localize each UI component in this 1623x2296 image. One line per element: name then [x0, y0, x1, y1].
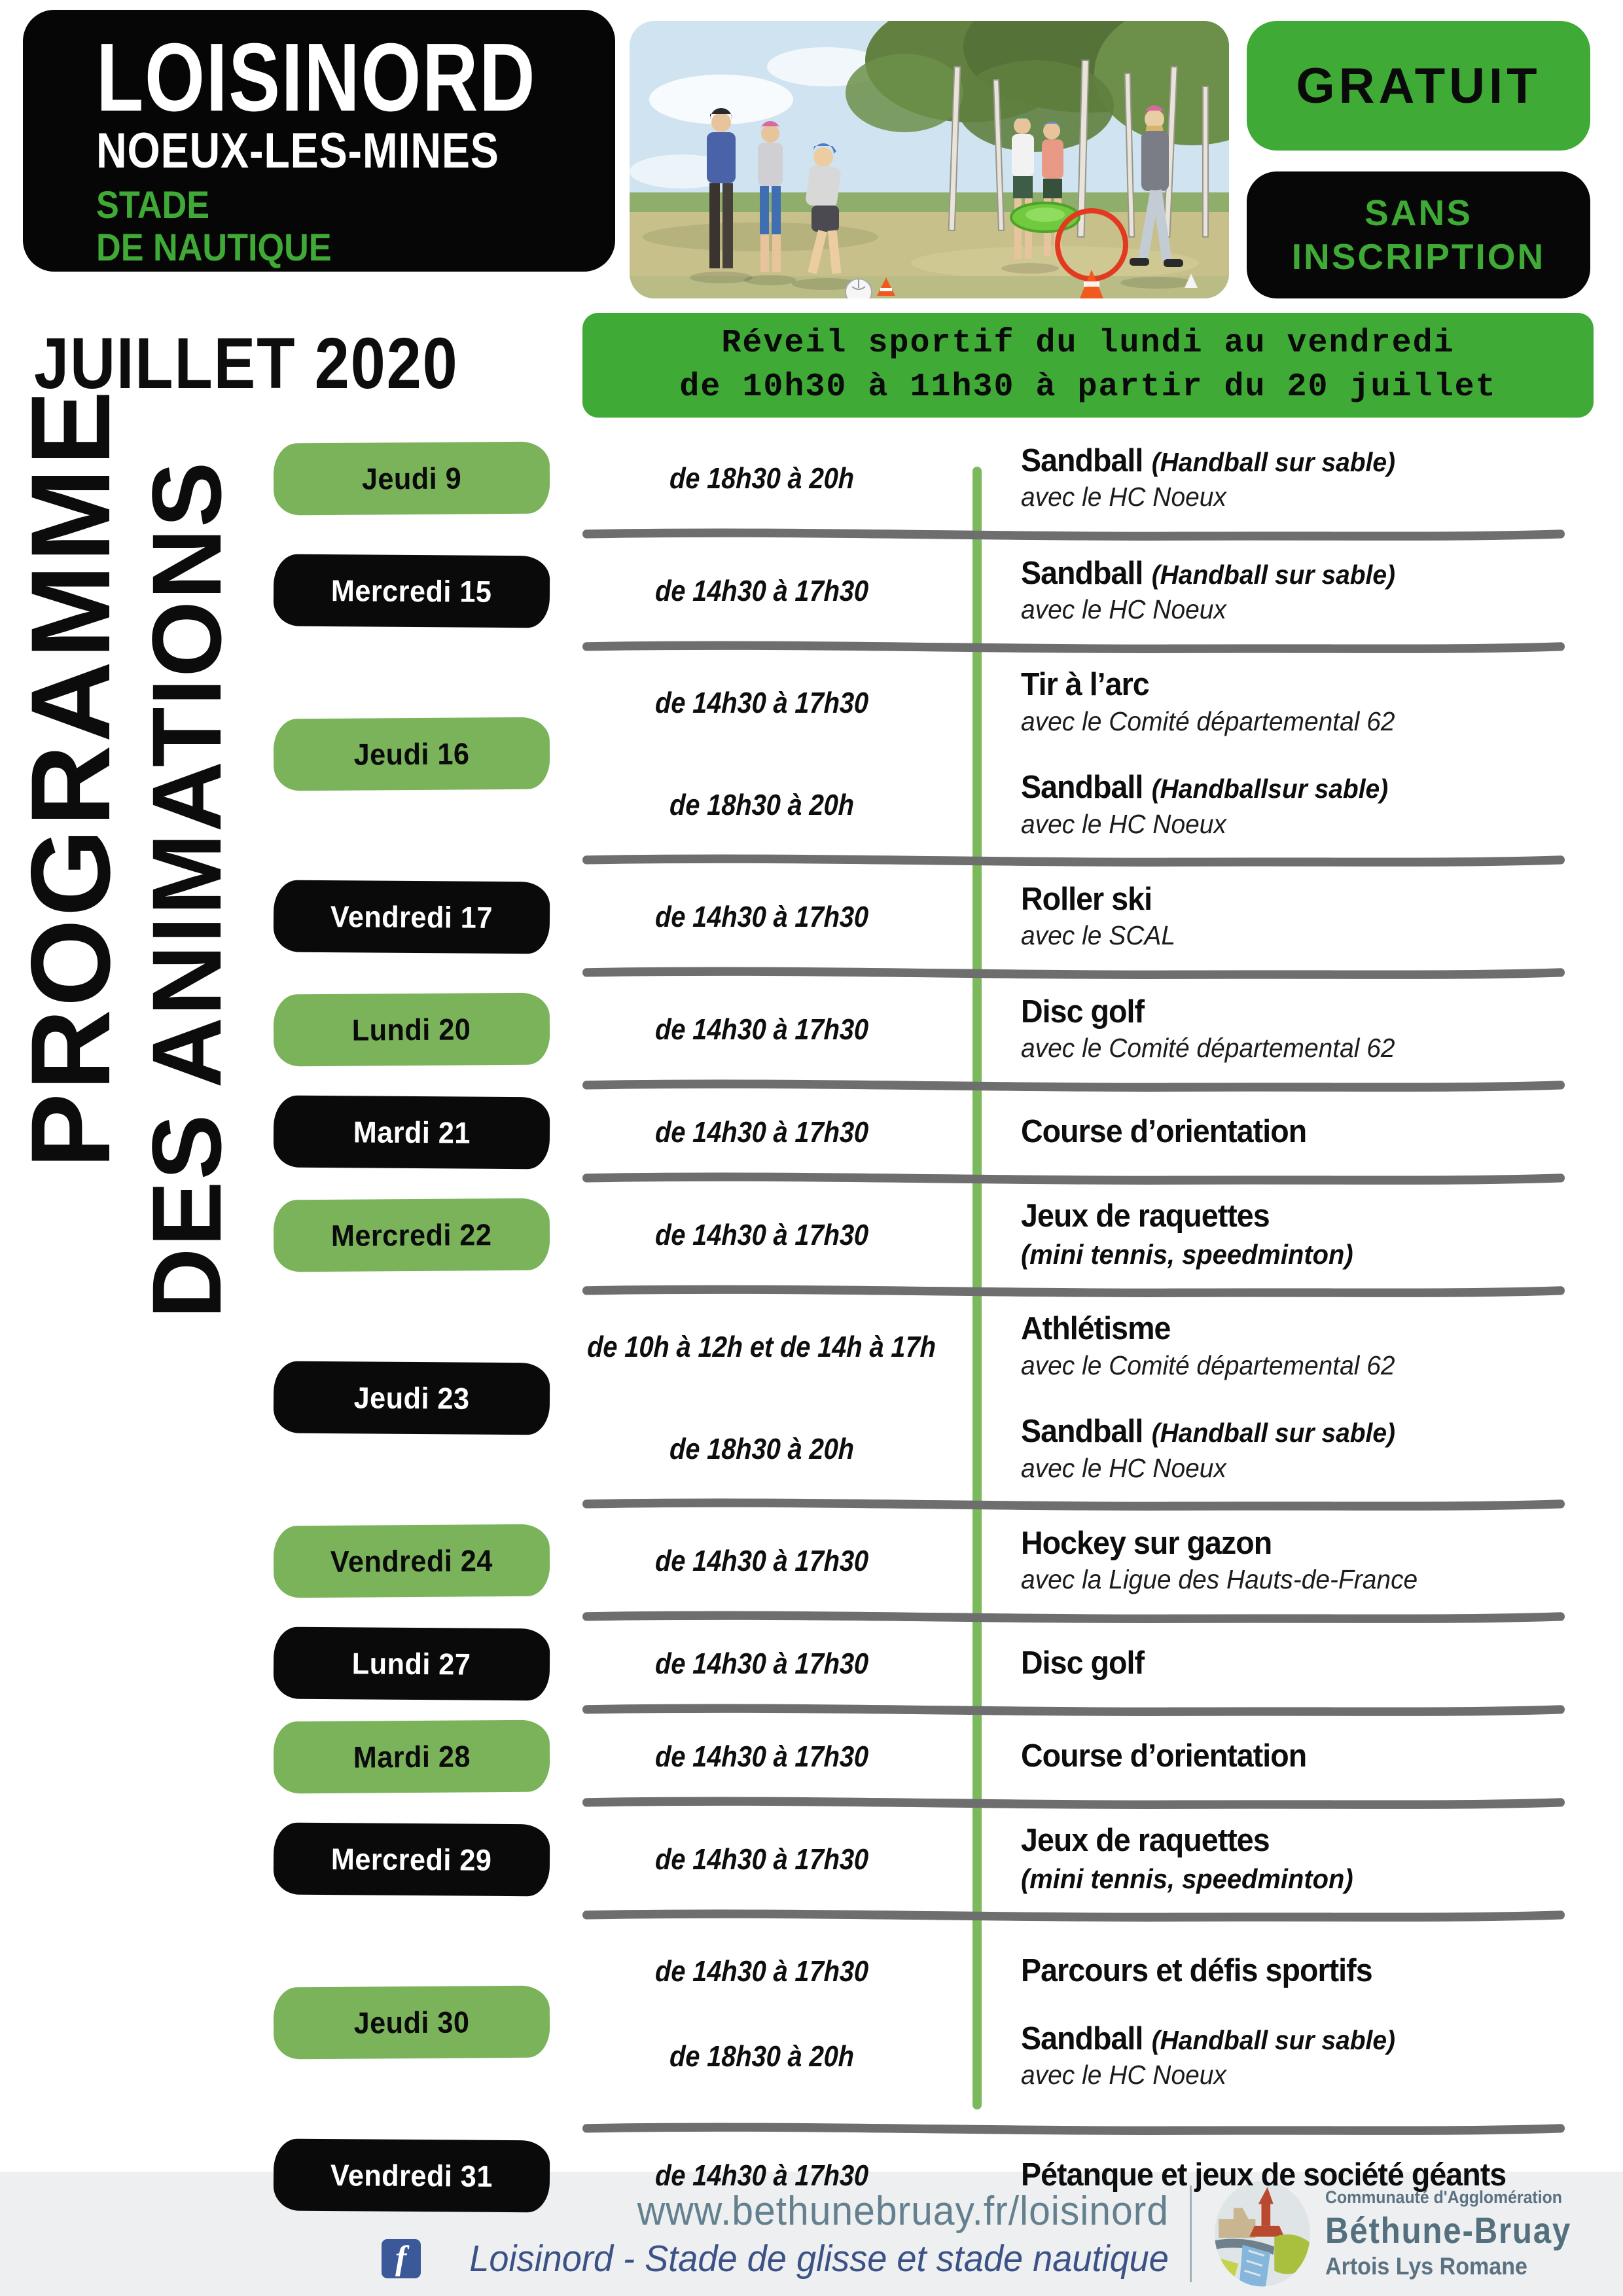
facebook-page-label: Loisinord - Stade de glisse et stade nautique — [469, 2237, 1169, 2280]
entry-time — [550, 574, 974, 608]
row-divider — [581, 967, 1566, 980]
date-label: Jeudi 23 — [353, 1380, 470, 1416]
activity-partner: avec le HC Noeux — [1021, 482, 1226, 512]
activity-title-line — [1021, 1954, 1372, 1988]
activity-title: Athlétisme — [1021, 1311, 1171, 1347]
date-label: Vendredi 24 — [330, 1543, 493, 1579]
entry-time — [550, 1115, 974, 1149]
row-divider — [581, 641, 1566, 654]
row-divider — [581, 1704, 1566, 1717]
schedule-row — [262, 1624, 1600, 1704]
photo-scene — [630, 21, 1229, 298]
entry-time-text: de 14h30 à 17h30 — [654, 685, 869, 719]
date-pill — [274, 1524, 550, 1598]
sidebar-label-programme: PROGRAMME — [8, 387, 134, 1168]
entry-time — [550, 1647, 974, 1681]
entry-time-text: de 14h30 à 17h30 — [654, 574, 869, 607]
entry-time — [550, 686, 974, 720]
sidebar-label-animations: DES ANIMATIONS — [132, 460, 241, 1319]
activity-title: Course d’orientation — [1021, 1738, 1307, 1774]
entry-list — [550, 1312, 1600, 1484]
date-label: Vendredi 31 — [330, 2158, 493, 2193]
activity-title: Course d’orientation — [1021, 1114, 1307, 1150]
schedule-row — [262, 1511, 1600, 1611]
entry-activity — [974, 557, 1415, 626]
schedule-row — [262, 1298, 1600, 1498]
activity-title-note: (Handball sur sable) — [1151, 559, 1395, 590]
date-pill — [274, 442, 550, 516]
date-label: Jeudi 30 — [353, 2005, 470, 2040]
entry-time-text: de 14h30 à 17h30 — [654, 1013, 869, 1046]
schedule-entry — [550, 2159, 1600, 2193]
row-divider — [581, 1909, 1566, 1922]
schedule-entry — [550, 1115, 1600, 1149]
entry-time — [550, 1013, 974, 1047]
activity-title: Disc golf — [1021, 1645, 1145, 1681]
entry-time-text: de 14h30 à 17h30 — [654, 1954, 869, 1988]
activity-partner: avec le HC Noeux — [1021, 1452, 1226, 1483]
venue-line2: DE NAUTIQUE — [96, 226, 332, 269]
schedule-entry — [550, 1647, 1600, 1681]
activity-title: Disc golf — [1021, 994, 1145, 1030]
schedule-entry — [550, 883, 1600, 952]
row-divider — [581, 1079, 1566, 1092]
date-label: Mardi 21 — [353, 1115, 471, 1150]
row-divider — [581, 854, 1566, 867]
entry-activity — [974, 883, 1183, 952]
activity-title-line — [1021, 668, 1395, 702]
entry-time-text: de 18h30 à 20h — [669, 461, 855, 495]
schedule-row — [262, 541, 1600, 641]
free-badge — [1247, 21, 1590, 151]
logo-line2: Béthune-Bruay — [1325, 2210, 1571, 2251]
entry-list — [550, 557, 1600, 626]
entry-list — [550, 1647, 1600, 1681]
date-label: Jeudi 9 — [361, 461, 462, 496]
schedule-entry — [550, 444, 1600, 513]
entry-activity — [974, 996, 1415, 1064]
activity-title-line — [1021, 1740, 1306, 1774]
schedule-entry — [550, 2022, 1600, 2091]
activity-partner: avec le Comité départemental 62 — [1021, 1350, 1395, 1380]
activity-title-line — [1021, 2159, 1506, 2193]
entry-time-text: de 14h30 à 17h30 — [654, 1740, 869, 1773]
activity-title-note: (Handballsur sable) — [1151, 774, 1389, 804]
banner-line1: Réveil sportif du lundi au vendredi — [721, 324, 1455, 362]
logo-line1: Communauté d'Agglomération — [1325, 2187, 1562, 2207]
schedule-entry — [550, 1824, 1600, 1895]
header-photo — [630, 21, 1229, 298]
entry-time — [550, 1218, 974, 1252]
schedule-entry — [550, 1527, 1600, 1596]
date-pill — [274, 554, 550, 628]
date-label: Mercredi 22 — [331, 1217, 492, 1253]
entry-time-text: de 18h30 à 20h — [669, 2039, 855, 2073]
activity-title-line — [1021, 1824, 1353, 1858]
schedule-row — [262, 867, 1600, 967]
date-pill — [274, 1096, 550, 1170]
entry-activity — [974, 771, 1408, 840]
activity-title-line — [1021, 1527, 1418, 1561]
date-label: Jeudi 16 — [353, 736, 470, 772]
schedule-row — [262, 2136, 1600, 2215]
entry-activity — [974, 2159, 1531, 2193]
entry-list — [550, 996, 1600, 1064]
row-divider — [581, 1797, 1566, 1810]
activity-title: Sandball — [1021, 2020, 1143, 2056]
activity-partner: avec le HC Noeux — [1021, 594, 1226, 625]
activity-title: Sandball — [1021, 770, 1143, 805]
activity-title-line — [1021, 2022, 1395, 2056]
activity-title-note: (Handball sur sable) — [1151, 1418, 1395, 1448]
activity-title-line — [1021, 1312, 1395, 1346]
website-link[interactable]: www.bethunebruay.fr/loisinord — [637, 2188, 1169, 2234]
schedule-row — [262, 1922, 1600, 2123]
info-banner — [582, 313, 1594, 418]
date-pill — [274, 1627, 550, 1701]
noreg-line2: INSCRIPTION — [1291, 236, 1546, 277]
activity-title: Pétanque et jeux de société géants — [1021, 2157, 1507, 2193]
date-pill — [274, 993, 550, 1067]
activity-title: Roller ski — [1021, 881, 1152, 917]
entry-time — [550, 900, 974, 934]
date-pill — [274, 1823, 550, 1897]
entry-time-text: de 14h30 à 17h30 — [654, 1115, 869, 1149]
activity-title-line — [1021, 444, 1395, 478]
entry-list — [550, 668, 1600, 840]
entry-time — [550, 1954, 974, 1988]
entry-time — [550, 1842, 974, 1876]
activity-title: Hockey sur gazon — [1021, 1525, 1272, 1561]
entry-activity — [974, 668, 1415, 737]
activity-partner: avec le HC Noeux — [1021, 808, 1226, 839]
date-pill — [274, 1361, 550, 1435]
activity-partner: avec le SCAL — [1021, 920, 1175, 951]
schedule-entry — [550, 1415, 1600, 1484]
schedule-entry — [550, 771, 1600, 840]
entry-activity — [974, 1824, 1370, 1895]
schedule-row — [262, 1092, 1600, 1172]
no-registration-badge — [1247, 171, 1590, 298]
activity-title-line — [1021, 1415, 1395, 1449]
schedule-row — [262, 429, 1600, 528]
row-divider — [581, 2123, 1566, 2136]
entry-time — [550, 1432, 974, 1466]
entry-list — [550, 1527, 1600, 1596]
entry-activity — [974, 1954, 1391, 1988]
schedule-row — [262, 1717, 1600, 1797]
entry-time-text: de 14h30 à 17h30 — [654, 1544, 869, 1577]
entry-activity — [974, 1647, 1150, 1681]
entry-time — [550, 1330, 974, 1364]
entry-list — [550, 1824, 1600, 1895]
activity-partner: avec la Ligue des Hauts-de-France — [1021, 1564, 1418, 1595]
date-label: Lundi 27 — [352, 1646, 471, 1681]
schedule-entry — [550, 1312, 1600, 1381]
activity-title-note: (Handball sur sable) — [1151, 446, 1395, 477]
schedule-entry — [550, 1740, 1600, 1774]
entry-activity — [974, 1200, 1370, 1270]
facebook-icon: f — [382, 2239, 421, 2278]
schedule-entry — [550, 1200, 1600, 1270]
entry-time-text: de 18h30 à 20h — [669, 788, 855, 822]
date-label: Mardi 28 — [353, 1739, 471, 1774]
date-pill — [274, 1720, 550, 1794]
row-divider — [581, 528, 1566, 541]
activity-partner: avec le Comité départemental 62 — [1021, 706, 1395, 736]
schedule-entry — [550, 996, 1600, 1064]
activity-detail-note: (mini tennis, speedminton) — [1021, 1863, 1353, 1894]
date-pill — [274, 1986, 550, 2060]
date-label: Vendredi 17 — [330, 899, 493, 935]
entry-list — [550, 883, 1600, 952]
activity-title-line — [1021, 1647, 1144, 1681]
schedule — [262, 429, 1600, 2215]
entry-list — [550, 1115, 1600, 1149]
date-pill — [274, 717, 550, 791]
activity-title-line — [1021, 1115, 1306, 1149]
logo-line3: Artois Lys Romane — [1325, 2253, 1527, 2280]
entry-activity — [974, 1115, 1321, 1149]
date-pill — [274, 880, 550, 954]
row-divider — [581, 1172, 1566, 1185]
entry-activity — [974, 1415, 1415, 1484]
schedule-entry — [550, 557, 1600, 626]
page-subtitle: NOEUX-LES-MINES — [96, 122, 499, 179]
activity-title-line — [1021, 557, 1395, 591]
header-title-box — [23, 10, 615, 272]
noreg-line1: SANS — [1364, 192, 1472, 233]
entry-activity — [974, 1740, 1321, 1774]
activity-title-line — [1021, 883, 1175, 917]
row-divider — [581, 1611, 1566, 1624]
entry-activity — [974, 1312, 1415, 1381]
entry-time-text: de 14h30 à 17h30 — [654, 900, 869, 933]
entry-time-text: de 14h30 à 17h30 — [654, 1647, 869, 1680]
facebook-link[interactable] — [382, 2237, 1169, 2280]
schedule-entry — [550, 1954, 1600, 1988]
entry-time-text: de 14h30 à 17h30 — [654, 2159, 869, 2192]
banner-line2: de 10h30 à 11h30 à partir du 20 juillet — [679, 368, 1497, 406]
venue-line1: STADE — [96, 183, 210, 226]
entry-time — [550, 461, 974, 495]
date-pill — [274, 2139, 550, 2213]
entry-list — [550, 1740, 1600, 1774]
entry-time — [550, 1740, 974, 1774]
date-label: Mercredi 29 — [331, 1842, 492, 1877]
activity-title-line — [1021, 771, 1388, 805]
entry-time-text: de 10h à 12h et de 14h à 17h — [586, 1329, 937, 1363]
activity-detail-note: (mini tennis, speedminton) — [1021, 1238, 1353, 1270]
free-badge-label: GRATUIT — [1296, 58, 1541, 114]
entry-activity — [974, 2022, 1415, 2091]
activity-title-line — [1021, 996, 1395, 1030]
activity-title: Jeux de raquettes — [1021, 1823, 1270, 1859]
entry-list — [550, 1954, 1600, 2091]
activity-partner: avec le Comité départemental 62 — [1021, 1033, 1395, 1064]
venue-label — [96, 185, 563, 270]
activity-title: Sandball — [1021, 1414, 1143, 1449]
schedule-row — [262, 980, 1600, 1079]
schedule-row — [262, 1810, 1600, 1909]
schedule-row — [262, 654, 1600, 854]
row-divider — [581, 1498, 1566, 1511]
entry-activity — [974, 444, 1415, 513]
month-title: JUILLET 2020 — [34, 323, 459, 404]
activity-title: Sandball — [1021, 442, 1143, 478]
activity-partner: avec le HC Noeux — [1021, 2060, 1226, 2090]
row-divider — [581, 1285, 1566, 1298]
entry-time — [550, 788, 974, 822]
entry-time — [550, 2039, 974, 2073]
activity-title: Tir à l’arc — [1021, 667, 1149, 703]
entry-list — [550, 1200, 1600, 1270]
activity-title: Jeux de raquettes — [1021, 1198, 1270, 1234]
schedule-row — [262, 1185, 1600, 1285]
entry-activity — [974, 1527, 1438, 1596]
date-label: Lundi 20 — [352, 1012, 471, 1047]
schedule-entry — [550, 668, 1600, 737]
activity-title-note: (Handball sur sable) — [1151, 2024, 1395, 2055]
entry-time-text: de 18h30 à 20h — [669, 1432, 855, 1466]
entry-time — [550, 1544, 974, 1578]
date-label: Mercredi 15 — [331, 573, 492, 609]
entry-list — [550, 2159, 1600, 2193]
entry-time-text: de 14h30 à 17h30 — [654, 1842, 869, 1876]
activity-title: Sandball — [1021, 555, 1143, 591]
page-title: LOISINORD — [96, 24, 537, 132]
entry-time — [550, 2159, 974, 2193]
entry-list — [550, 444, 1600, 513]
activity-title-line — [1021, 1200, 1353, 1234]
date-pill — [274, 1198, 550, 1272]
entry-time-text: de 14h30 à 17h30 — [654, 1218, 869, 1251]
activity-title: Parcours et défis sportifs — [1021, 1952, 1372, 1988]
